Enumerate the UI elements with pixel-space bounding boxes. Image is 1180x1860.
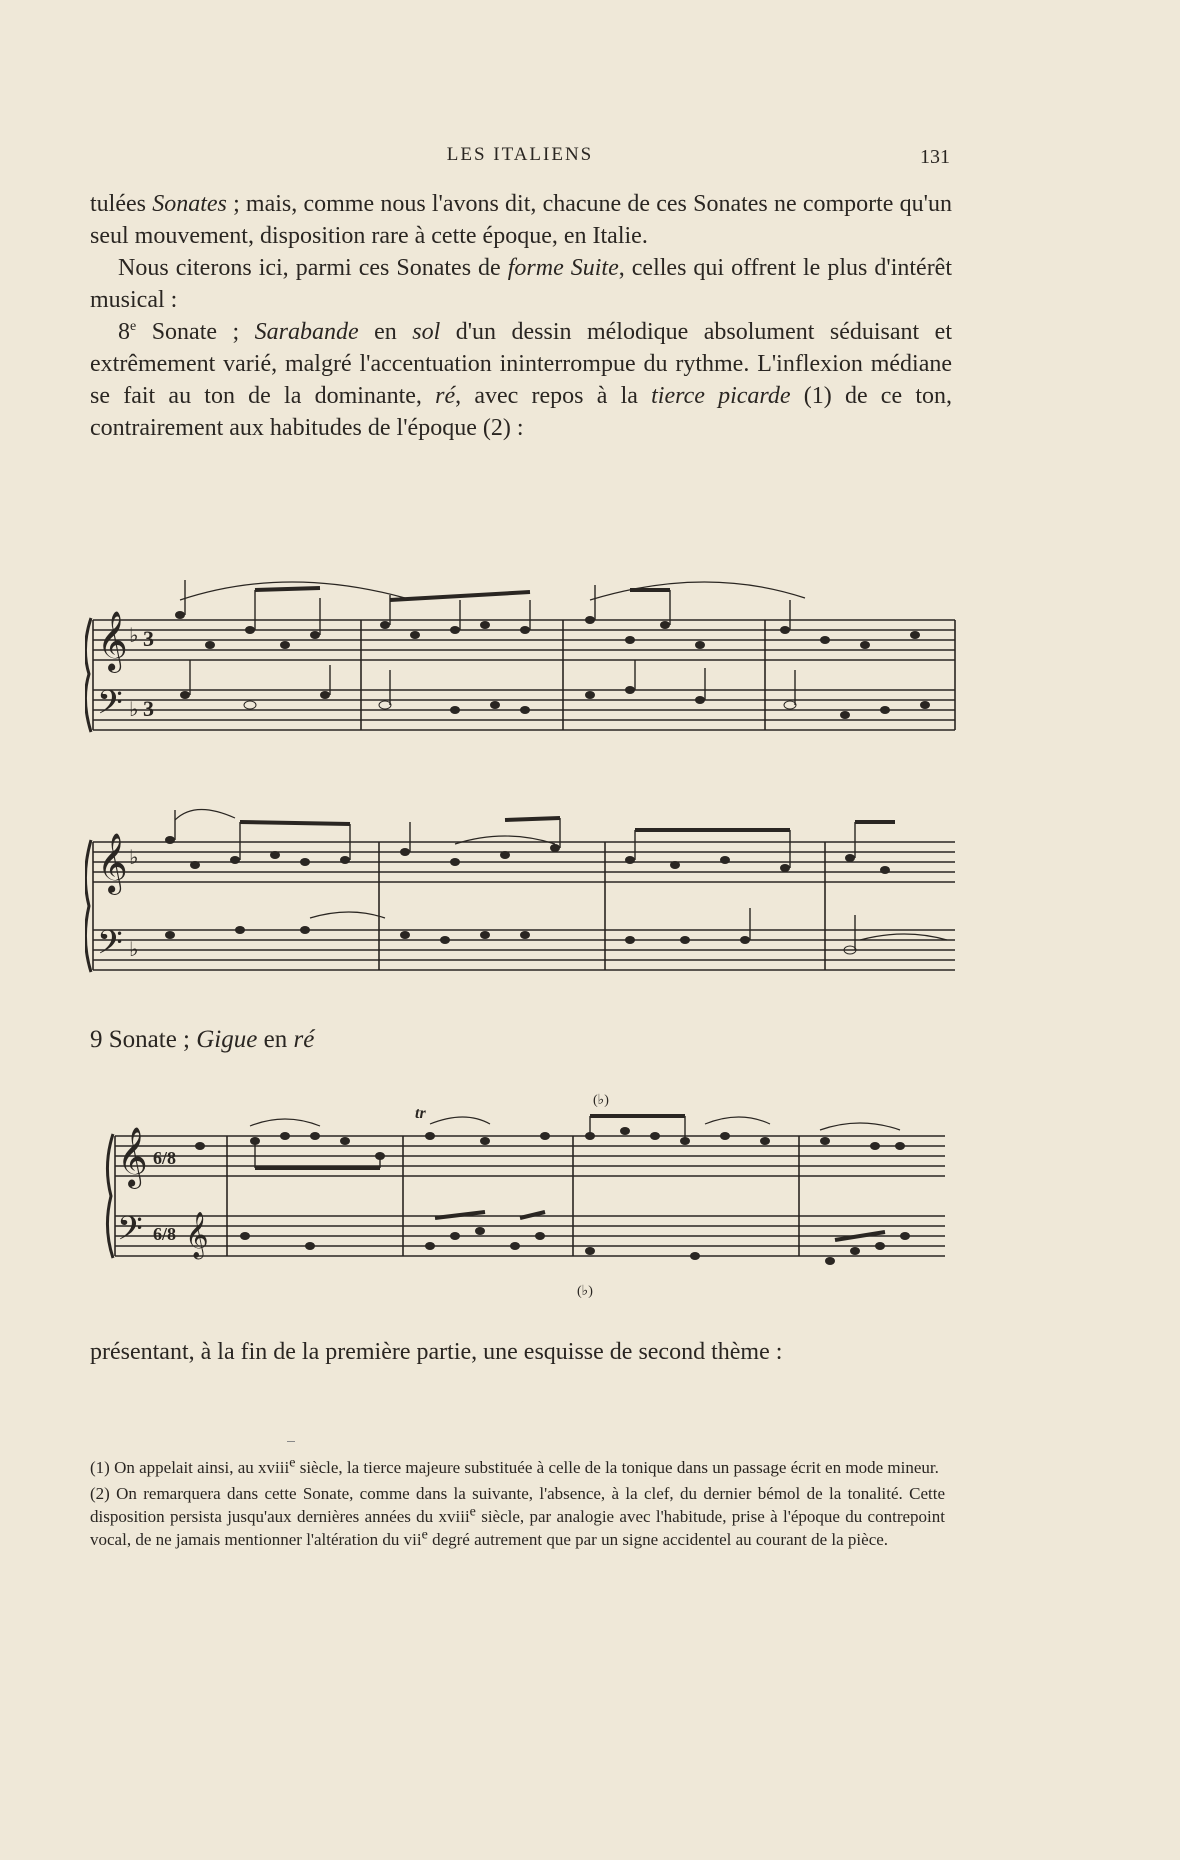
running-title: LES ITALIENS: [446, 144, 594, 165]
treble-clef-change-icon: 𝄞: [185, 1212, 209, 1257]
slurs: [250, 1117, 900, 1130]
footnotes: [90, 1456, 945, 1554]
brace-icon: [85, 618, 91, 732]
key-flat-bass: ♭: [129, 699, 139, 721]
paragraph-1: tulées Sonates ; mais, comme nous l'avons dit, chacune de ces Sonates ne comporte qu'un seul mouvement, disposition rare à cette époque, en Italie.: [90, 191, 952, 249]
flat-annotation-top: (♭): [593, 1093, 609, 1108]
text-block-top: [90, 188, 952, 444]
music-system-sarabande-1: [85, 570, 965, 760]
bass-clef-icon: 𝄢: [97, 684, 123, 729]
footnote-1: (1) On appelait ainsi, au xviii$^e$ siècle, la tierce majeure substituée à celle de la tonique dans un passage écrit en mode mineur.: [90, 1455, 939, 1477]
bass-clef-icon: 𝄢: [97, 924, 123, 969]
bass-stems: [750, 908, 855, 950]
footnote-2: (2) On remarquera dans cette Sonate, comme dans la suivante, l'absence, à la clef, du dernier bémol de la tonalité. Cette disposition persista jusqu'aux dernières années du xviii$^e$ siècle, par analogie avec l'habitude, prise à l'époque du contrepoint vocal, de ne jamais mentionner l'altération du vii$^e$ degré autrement que par un signe accidentel au courant de la pièce.: [90, 1484, 945, 1549]
treble-clef-icon: 𝄞: [97, 613, 128, 670]
trill-mark: tr: [415, 1105, 426, 1122]
key-flat-treble: ♭: [129, 625, 139, 647]
music-system-gigue: [85, 1090, 965, 1300]
footnote-rule: [287, 1441, 295, 1442]
paragraph-4: présentant, à la fin de la première partie, une esquisse de second thème :: [90, 1339, 783, 1365]
running-head: [90, 144, 950, 174]
treble-beams: [255, 588, 670, 600]
bass-notes: [180, 686, 930, 719]
treble-clef-icon: 𝄞: [97, 835, 128, 892]
time-signature-treble: 3: [143, 626, 154, 651]
time-signature-treble: 6/8: [153, 1148, 177, 1168]
brace-icon: [107, 1134, 113, 1258]
staff-lines-bass: [115, 1216, 945, 1256]
paragraph-3: 8e Sonate ; Sarabande en sol d'un dessin mélodique absolument séduisant et extrêmement varié, malgré l'accentuation ininterrompue du rythme. L'inflexion médiane se fait au ton de la dominante, ré, avec repos à la tierce picarde (1) de ce ton, contrairement aux habitudes de l'époque (2) :: [90, 319, 953, 441]
key-flat-bass: ♭: [129, 939, 139, 961]
key-flat-treble: ♭: [129, 847, 139, 869]
treble-clef-icon: 𝄞: [117, 1129, 148, 1186]
time-signature-bass: 6/8: [153, 1224, 177, 1244]
time-signature-bass: 3: [143, 696, 154, 721]
treble-beams: [255, 1116, 685, 1168]
bass-clef-icon: 𝄢: [117, 1210, 143, 1255]
treble-beams: [240, 818, 895, 830]
brace-icon: [85, 840, 91, 972]
slurs: [175, 809, 555, 844]
treble-stems: [255, 1116, 685, 1168]
paragraph-2: Nous citerons ici, parmi ces Sonates de forme Suite, celles qui offrent le plus d'intérêt musical :: [90, 255, 953, 313]
gigue-heading: 9 Sonate ; Gigue en ré: [90, 1026, 315, 1053]
flat-annotation-bottom: (♭): [577, 1284, 593, 1299]
music-system-sarabande-2: [85, 800, 965, 990]
text-block-bottom: [90, 1336, 952, 1368]
page-number: 131: [920, 146, 950, 168]
